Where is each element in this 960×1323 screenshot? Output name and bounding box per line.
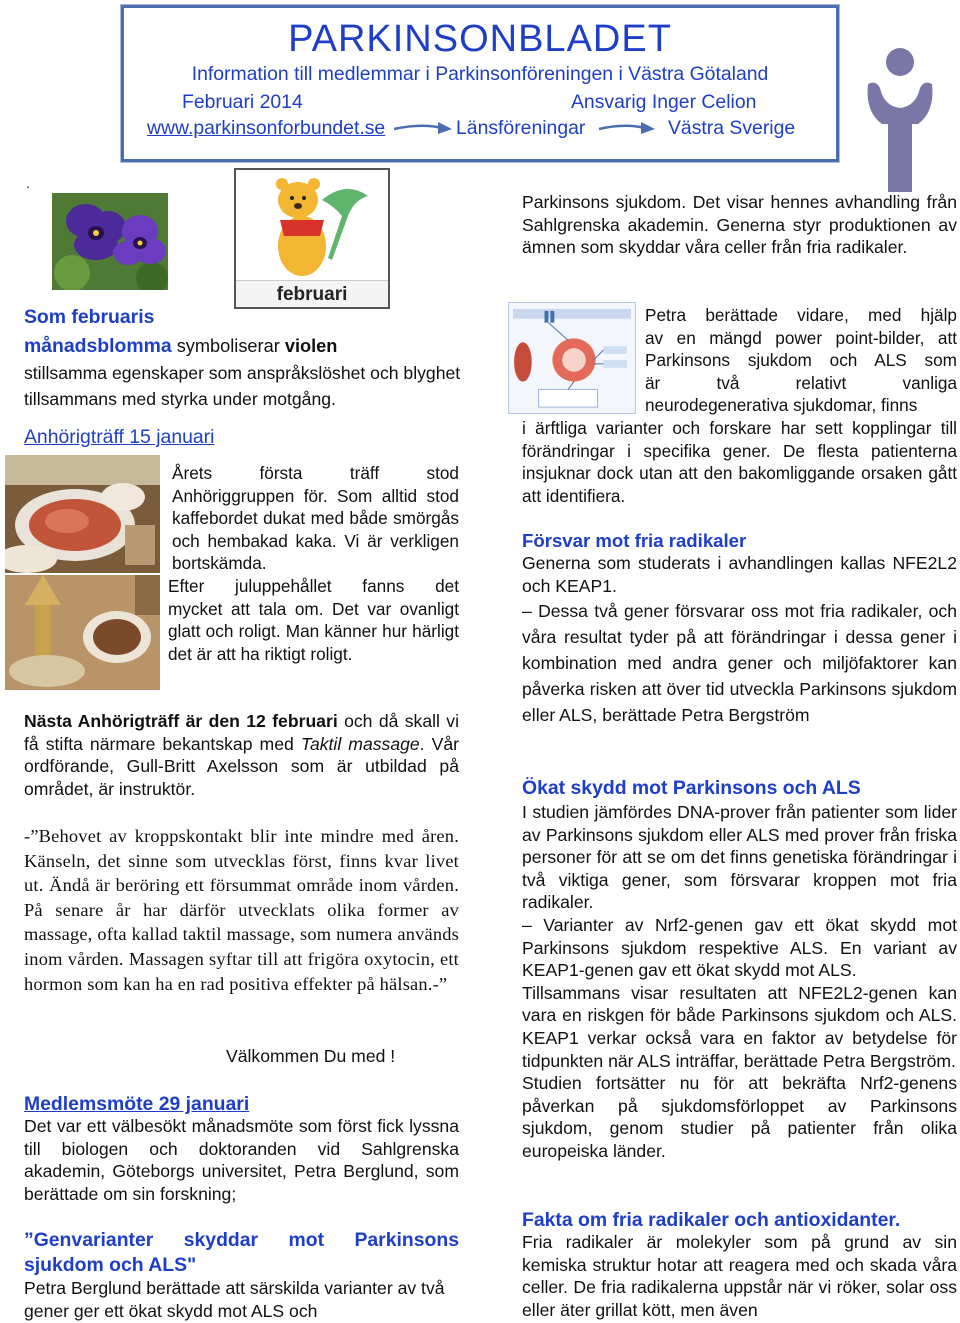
stray-dot: . — [26, 175, 30, 191]
petra-paragraph-continued: i ärftliga varianter och forskare har sett kopplingar till förändringar i specifika gener. De flesta patienterna insjuknar dock utan att den bakomliggande orsaken gått att identifiera. — [522, 418, 957, 506]
members-meeting-heading: Medlemsmöte 29 januari — [24, 1093, 250, 1115]
nav-vastra-sverige: Västra Sverige — [668, 117, 796, 139]
flower-description: stillsamma egenskaper som anspråkslöshet och blyghet tillsammans med styrka under motgång. — [24, 363, 461, 409]
violet-flower-photo — [52, 193, 168, 290]
facts-text: Fria radikaler är molekyler som på grund av sin kemiska struktur hotar att reagera med och skada våra celler. De fria radikalerna uppstår när vi röker, solar oss eller äter grillat kött, men även — [522, 1232, 957, 1320]
welcome-text: Välkommen Du med ! — [226, 1046, 396, 1066]
flower-heading-line-1: Som februaris — [24, 306, 155, 328]
buffet-table-photo — [5, 455, 160, 573]
newsletter-subtitle: Information till medlemmar i Parkinsonföreningen i Västra Götaland — [191, 63, 769, 85]
defense-text-1: Generna som studerats i avhandlingen kallas NFE2L2 och KEAP1. — [522, 553, 957, 596]
february-calendar-card — [234, 168, 390, 309]
arrow-right-icon — [597, 118, 657, 138]
responsible-editor: Ansvarig Inger Celion — [571, 91, 757, 113]
arrow-right-icon — [392, 118, 454, 138]
members-meeting-text: Det var ett välbesökt månadsmöte som först fick lyssna till biologen och doktoranden vid Sahlgrenska akademin, Göteborgs universitet, Petra Berglund, som berättade om sin forskning; — [24, 1116, 459, 1204]
protection-heading: Ökat skydd mot Parkinsons och ALS — [522, 777, 861, 799]
parkinson-logo-icon — [862, 42, 938, 194]
facts-heading: Fakta om fria radikaler och antioxidanter. — [522, 1209, 901, 1231]
meeting-anhorig-paragraph-2: Efter juluppehållet fanns det mycket att tala om. Det var ovanligt glatt och roligt. Man känner hur härligt det är att ha riktigt roligt. — [168, 576, 459, 664]
gene-article-heading: ”Genvarianter skyddar mot Parkinsons sjukdom och ALS" — [24, 1229, 459, 1276]
petra-paragraph-wrapped: Petra berättade vidare, med hjälp av en mängd power point-bilder, att Parkinsons sjukdom och ALS som är två relativt vanliga neurodegenerativa sjukdomar, finns — [645, 305, 957, 416]
cell-pathway-diagram — [508, 302, 636, 414]
flower-heading-month: månadsblomma — [24, 335, 172, 357]
issue-date: Februari 2014 — [182, 91, 303, 113]
massage-quote: -”Behovet av kroppskontakt blir inte mindre med åren. Känseln, det sinne som utvecklas först, finns kvar livet ut. Ändå är beröring ett försummat område inom vården. På senare år har därför utvecklats olika former av massage, ofta kallad taktil massage, som numera används inom vården. Massagen syftar till att frigöra oxytocin, ett hormon som kan ha en rad positiva effekter på hälsan.-” — [24, 826, 459, 994]
calendar-month-label: februari — [236, 280, 388, 307]
defense-heading: Försvar mot fria radikaler — [522, 530, 747, 551]
gene-article-text: Petra Berglund berättade att särskilda varianter av två gener ger ett ökat skydd mot ALS och — [24, 1278, 445, 1321]
website-link[interactable]: www.parkinsonforbundet.se — [147, 117, 386, 139]
protection-body: I studien jämfördes DNA-prover från patienter som lider av Parkinsons sjukdom eller ALS med prover från friska personer för att se om det finns genetiska förändringar i två viktiga gener, som försvarar kroppen mot fria radikaler. – Varianter av Nrf2-genen gav ett ökat skydd mot Parkinsons sjukdom respektive ALS. En variant av KEAP1-genen gav ett ökat skydd mot ALS. Tillsammans visar resultaten att NFE2L2-genen kan vara en riskgen för både Parkinsons sjukdom och ALS. KEAP1 verkar också vara en faktor av betydelse för tidpunkten när ALS inträffar, berättade Petra Bergström. Studien fortsätter nu för att bekräfta Nrf2-genens påverkan på sjukdomsförloppet av Parkinsons sjukdom, genom studier på patienter från olika europeiska länder. — [522, 802, 957, 1161]
coffee-table-photo — [5, 575, 160, 690]
gene-article-continued: Parkinsons sjukdom. Det visar hennes avhandling från Sahlgrenska akademin. Generna styr produktionen av ämnen som skyddar våra celler från fria radikaler. — [522, 192, 957, 258]
nav-lansforeningar: Länsföreningar — [456, 117, 586, 139]
defense-text-2: – Dessa två gener försvarar oss mot fria radikaler, och våra resultat tyder på att förändringar i dessa gener i kombination med andra gener och miljöfaktorer kan påverka risken att över tid utveckla Parkinsons sjukdom eller ALS, berättade Petra Bergström — [522, 601, 957, 725]
next-meeting-paragraph: Nästa Anhörigträff är den 12 februari och då skall vi få stifta närmare bekantskap med Taktil massage. Vår ordförande, Gull-Britt Axelsson som är utbildad på området, är instruktör. — [24, 711, 460, 799]
meeting-heading-anhorigtraff: Anhörigträff 15 januari — [24, 426, 215, 448]
winnie-the-pooh-illustration — [236, 170, 388, 282]
flower-name: violen — [284, 336, 338, 356]
flower-heading-line-2: månadsblomma symboliserar violen — [24, 335, 338, 357]
newsletter-title: PARKINSONBLADET — [288, 18, 672, 60]
meeting-anhorig-paragraph-1: Årets första träff stod Anhöriggruppen för. Som alltid stod kaffebordet dukat med både smörgås och hembakad kaka. Vi är verkligen bortskämda. — [172, 463, 459, 574]
